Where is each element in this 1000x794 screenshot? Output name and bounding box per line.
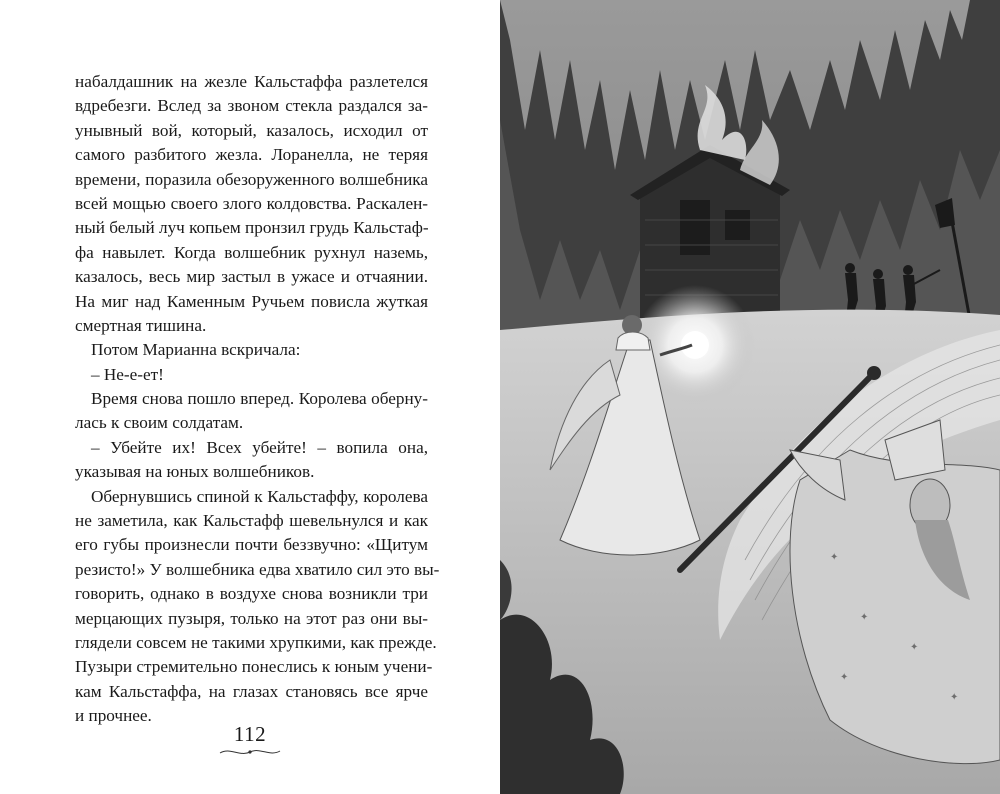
text-line: указывая на юных волшебников. (75, 462, 315, 482)
text-line: вдребезги. Вслед за звоном стекла раздался за- (75, 96, 428, 116)
text-line: самого разбитого жезла. Лоранелла, не теряя (75, 145, 428, 165)
text-line: Обернувшись спиной к Кальстаффу, королева (91, 486, 428, 506)
text-line: глядели совсем не такими хрупкими, как прежде. (75, 632, 437, 652)
flourish-ornament-icon (218, 745, 282, 759)
text-line: лась к своим солдатам. (75, 413, 244, 433)
svg-text:✦: ✦ (840, 672, 849, 683)
text-line: унывный вой, который, казалось, исходил от (75, 120, 428, 140)
svg-text:✦: ✦ (830, 552, 839, 563)
body-text (75, 70, 440, 729)
text-line: – Не-е-ет! (91, 364, 164, 384)
text-line: всей мощью своего злого колдовства. Раскален- (75, 193, 428, 213)
svg-text:✦: ✦ (860, 612, 869, 623)
illustration (500, 0, 1000, 794)
text-line: – Убейте их! Всех убейте! – вопила она, (91, 437, 428, 457)
text-line: казалось, весь мир застыл в ужасе и отчаянии. (75, 267, 428, 287)
text-line: кам Кальстаффа, на глазах становясь все ярче (75, 681, 428, 701)
text-line: фа навылет. Когда волшебник рухнул наземь, (75, 242, 428, 262)
text-line: Потом Марианна вскричала: (91, 340, 301, 360)
text-line: мерцающих пузыря, только на этот раз они вы- (75, 608, 428, 628)
text-line: смертная тишина. (75, 315, 207, 335)
page-number: 112 (233, 722, 267, 746)
text-line: Пузыри стремительно понеслись к юным учени- (75, 657, 433, 677)
text-line: ный белый луч копьем пронзил грудь Кальстаф- (75, 218, 429, 238)
text-line: и прочнее. (75, 706, 152, 726)
text-line: На миг над Каменным Ручьем повисла жуткая (75, 291, 428, 311)
text-line: говорить, однако в воздухе снова возникли три (75, 584, 428, 604)
text-line: времени, поразила обезоруженного волшебника (75, 169, 428, 189)
text-line: Время снова пошло вперед. Королева оберну- (91, 389, 428, 409)
text-line: резисто!» У волшебника едва хватило сил это вы- (75, 559, 440, 579)
sketch-illustration (500, 0, 1000, 794)
text-line: не заметила, как Кальстафф шевельнулся и как (75, 511, 428, 531)
text-line: набалдашник на жезле Кальстаффа разлетелся (75, 72, 428, 91)
svg-text:✦: ✦ (910, 642, 919, 653)
svg-text:✦: ✦ (950, 692, 959, 703)
text-line: его губы произнесли почти беззвучно: «Щитум (75, 535, 428, 555)
